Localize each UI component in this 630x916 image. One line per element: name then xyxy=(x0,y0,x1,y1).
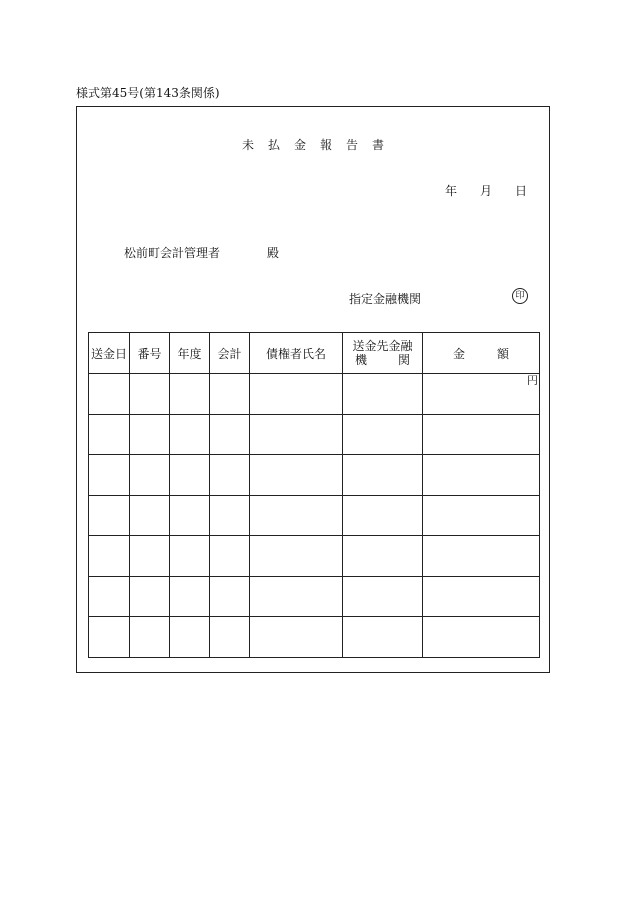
cell-amount[interactable] xyxy=(423,414,540,455)
cell-send-date[interactable] xyxy=(89,414,130,455)
cell-remittance-bank[interactable] xyxy=(343,617,423,658)
header-amount-a: 金 xyxy=(452,346,465,361)
cell-amount[interactable] xyxy=(423,536,540,577)
cell-account[interactable] xyxy=(210,576,250,617)
title-char: 告 xyxy=(346,138,359,152)
document-title xyxy=(77,136,549,153)
cell-creditor[interactable] xyxy=(250,617,343,658)
cell-creditor[interactable] xyxy=(250,374,343,415)
cell-number[interactable] xyxy=(130,536,170,577)
cell-amount[interactable] xyxy=(423,617,540,658)
cell-fiscal-year[interactable] xyxy=(170,576,210,617)
cell-account[interactable] xyxy=(210,495,250,536)
cell-remittance-bank[interactable] xyxy=(343,414,423,455)
cell-creditor[interactable] xyxy=(250,495,343,536)
table-row xyxy=(89,617,540,658)
cell-send-date[interactable] xyxy=(89,617,130,658)
cell-send-date[interactable] xyxy=(89,455,130,496)
table-row xyxy=(89,536,540,577)
table-row xyxy=(89,495,540,536)
cell-number[interactable] xyxy=(130,617,170,658)
cell-account[interactable] xyxy=(210,374,250,415)
cell-remittance-bank[interactable] xyxy=(343,576,423,617)
cell-account[interactable] xyxy=(210,536,250,577)
designated-bank-label: 指定金融機関 xyxy=(349,292,422,306)
header-amount xyxy=(423,333,540,374)
title-char: 報 xyxy=(320,138,333,152)
cell-number[interactable] xyxy=(130,495,170,536)
cell-account[interactable] xyxy=(210,617,250,658)
table-row xyxy=(89,576,540,617)
header-bank-line2a: 機 xyxy=(355,353,368,367)
cell-remittance-bank[interactable] xyxy=(343,495,423,536)
cell-number[interactable] xyxy=(130,374,170,415)
title-char: 書 xyxy=(372,138,385,152)
cell-fiscal-year[interactable] xyxy=(170,455,210,496)
cell-amount[interactable] xyxy=(423,576,540,617)
cell-fiscal-year[interactable] xyxy=(170,536,210,577)
unpaid-ledger-table xyxy=(88,332,540,658)
cell-fiscal-year[interactable] xyxy=(170,374,210,415)
cell-creditor[interactable] xyxy=(250,536,343,577)
cell-remittance-bank[interactable] xyxy=(343,374,423,415)
header-number: 番号 xyxy=(130,333,170,374)
title-char: 払 xyxy=(267,138,280,152)
header-bank-line1: 送金先金融 xyxy=(352,339,413,353)
cell-amount[interactable] xyxy=(423,455,540,496)
honorific: 殿 xyxy=(267,246,280,260)
cell-remittance-bank[interactable] xyxy=(343,455,423,496)
table-row xyxy=(89,374,540,415)
cell-send-date[interactable] xyxy=(89,495,130,536)
date-month-label: 月 xyxy=(479,184,492,198)
cell-number[interactable] xyxy=(130,414,170,455)
cell-amount[interactable] xyxy=(423,374,540,415)
cell-remittance-bank[interactable] xyxy=(343,536,423,577)
cell-account[interactable] xyxy=(210,455,250,496)
header-amount-b: 額 xyxy=(496,346,509,361)
form-number: 様式第45号(第143条関係) xyxy=(76,86,220,100)
cell-account[interactable] xyxy=(210,414,250,455)
cell-number[interactable] xyxy=(130,576,170,617)
cell-number[interactable] xyxy=(130,455,170,496)
cell-fiscal-year[interactable] xyxy=(170,495,210,536)
seal-mark: 印 xyxy=(512,288,528,304)
header-remittance-bank xyxy=(343,333,423,374)
header-send-date: 送金日 xyxy=(89,333,130,374)
cell-amount[interactable] xyxy=(423,495,540,536)
header-fiscal-year: 年度 xyxy=(170,333,210,374)
addressee: 松前町会計管理者 xyxy=(124,246,221,260)
date-line xyxy=(445,182,527,199)
cell-creditor[interactable] xyxy=(250,455,343,496)
title-char: 金 xyxy=(293,138,306,152)
header-bank-line2b: 関 xyxy=(397,353,410,367)
cell-creditor[interactable] xyxy=(250,576,343,617)
table-header-row xyxy=(89,333,540,374)
cell-send-date[interactable] xyxy=(89,374,130,415)
date-day-label: 日 xyxy=(514,184,527,198)
cell-send-date[interactable] xyxy=(89,576,130,617)
currency-unit: 円 xyxy=(527,374,538,387)
cell-fiscal-year[interactable] xyxy=(170,617,210,658)
table-row xyxy=(89,414,540,455)
cell-send-date[interactable] xyxy=(89,536,130,577)
date-year-label: 年 xyxy=(445,184,458,198)
cell-fiscal-year[interactable] xyxy=(170,414,210,455)
title-char: 未 xyxy=(241,138,254,152)
header-creditor: 債権者氏名 xyxy=(250,333,343,374)
table-row xyxy=(89,455,540,496)
cell-creditor[interactable] xyxy=(250,414,343,455)
form-frame xyxy=(76,106,550,673)
header-account: 会計 xyxy=(210,333,250,374)
